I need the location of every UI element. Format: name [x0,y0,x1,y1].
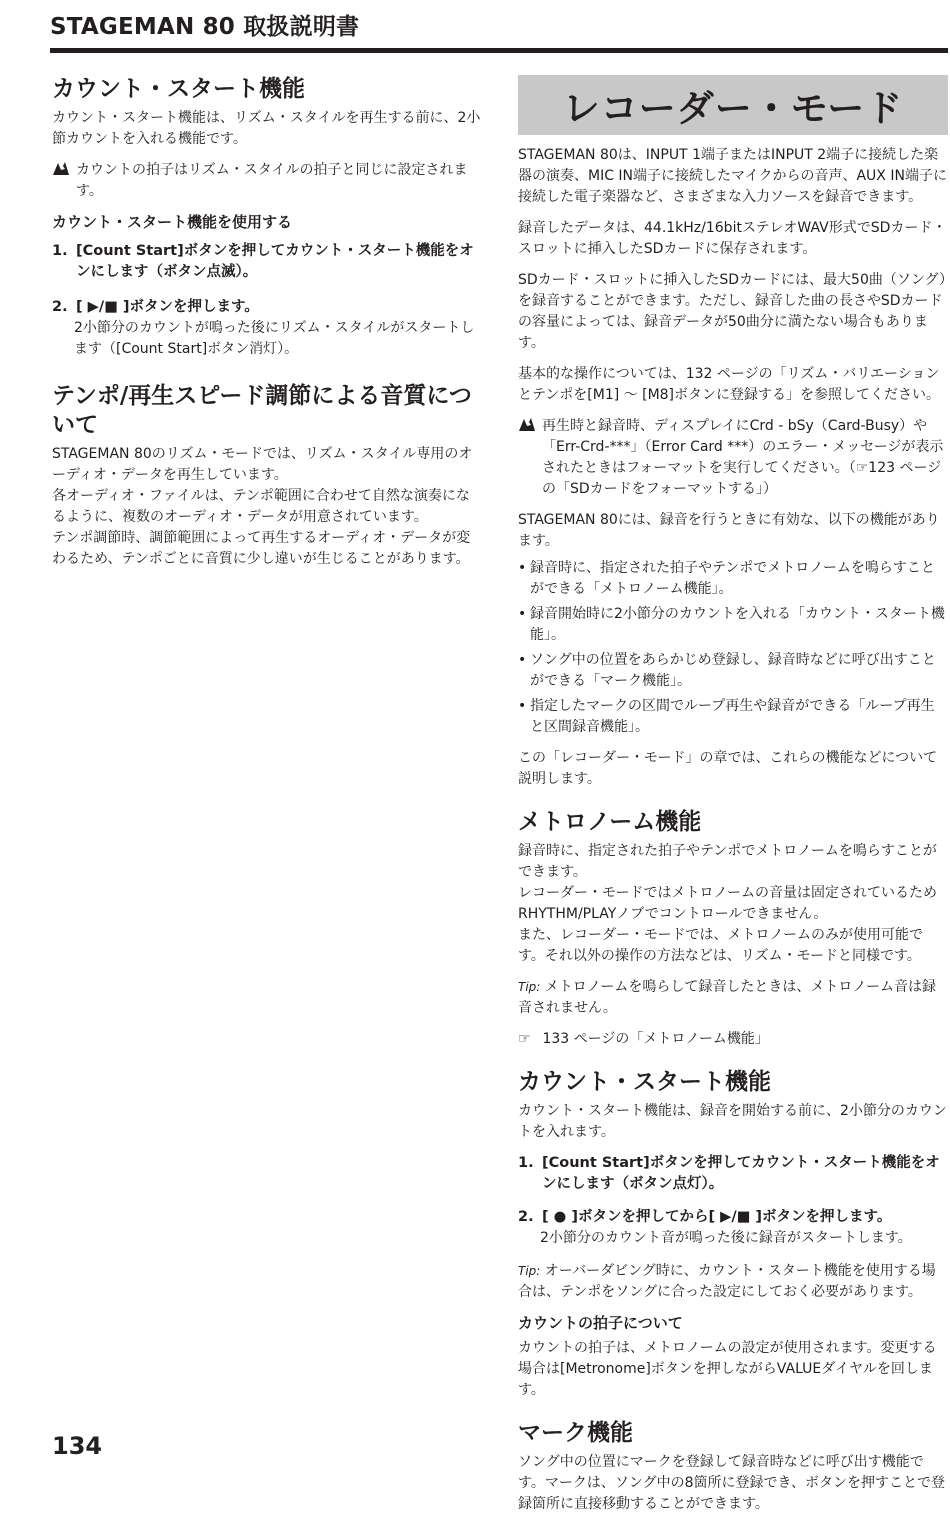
paragraph: レコーダー・モードではメトロノームの音量は固定されているためRHYTHM/PLAYノブでコントロールできません。 [518,885,938,922]
paragraph: テンポ調節時、調節範囲によって再生するオーディオ・データが変わるため、テンポごとに音質に少し違いが生じることがあります。 [52,530,471,567]
list-item: • 指定したマークの区間でループ再生や録音ができる「ループ再生と区間録音機能」。 [518,698,935,735]
page-number: 134 [52,1432,103,1460]
step-heading: [ ● ]ボタンを押してから[ ▶/■ ]ボタンを押します。 [542,1209,892,1225]
tip-label: Tip: [518,980,541,994]
subsection-title: カウント・スタート機能を使用する [52,213,293,231]
manual-title: STAGEMAN 80 取扱説明書 [50,14,360,40]
step-body: 2小節分のカウント音が鳴った後に録音がスタートします。 [540,1230,912,1246]
feature-list [518,558,948,738]
reference-text: 133 ページの「メトロノーム機能」 [542,1031,769,1047]
section-title-tempo: テンポ/再生スピード調節による音質について [52,383,472,438]
count-start-intro: カウント・スタート機能は、リズム・スタイルを再生する前に、2小節カウントを入れる機能です。 [52,110,481,147]
step-heading: [Count Start]ボタンを押してカウント・スタート機能をオンにします（ボタン点滅）。 [76,243,474,280]
right-column [518,75,948,1525]
header-rule [50,48,948,53]
tip-paragraph [518,1261,948,1303]
tip-text: オーバーダビング時に、カウント・スタート機能を使用する場合は、テンポをソングに合った設定にしておく必要があります。 [518,1263,936,1300]
list-item: • 録音開始時に2小節分のカウントを入れる「カウント・スタート機能」。 [518,606,945,643]
paragraph: カウントの拍子は、メトロノームの設定が使用されます。変更する場合は[Metronome]ボタンを押しながらVALUEダイヤルを回します。 [518,1340,937,1398]
tip-text: メトロノームを鳴らして録音したときは、メトロノーム音は録音されません。 [518,979,936,1016]
page-header [50,12,948,53]
subsection-title: カウントの拍子について [518,1314,683,1332]
note-pencil-icon [52,160,76,202]
step-item [518,1153,948,1195]
note-text: カウントの拍子はリズム・スタイルの拍子と同じに設定されます。 [76,162,468,199]
paragraph: 基本的な操作については、132 ページの「リズム・バリエーションとテンポを[M1] ～ [M8]ボタンに登録する」を参照してください。 [518,366,941,403]
step-body: 2小節分のカウントが鳴った後にリズム・スタイルがスタートします（[Count Start]ボタン消灯）。 [74,320,475,357]
step-item [52,241,482,283]
paragraph: STAGEMAN 80のリズム・モードでは、リズム・スタイル専用のオーディオ・データを再生しています。 [52,446,473,483]
step-number: 2. [52,299,68,315]
paragraph: 録音時に、指定された拍子やテンポでメトロノームを鳴らすことができます。 [518,843,937,880]
paragraph: 録音したデータは、44.1kHz/16bitステレオWAV形式でSDカード・スロットに挿入したSDカードに保存されます。 [518,220,947,257]
step-number: 1. [518,1155,534,1171]
tip-paragraph [518,977,948,1019]
note-pencil-icon [518,416,542,500]
list-item: • ソング中の位置をあらかじめ登録し、録音時などに呼び出すことができる「マーク機能」。 [518,652,936,689]
note-block [518,416,948,500]
section-title-mark: マーク機能 [518,1420,633,1446]
paragraph: この「レコーダー・モード」の章では、これらの機能などについて説明します。 [518,750,938,787]
paragraph: SDカード・スロットに挿入したSDカードには、最大50曲（ソング）を録音することができます。ただし、録音した曲の長さやSDカードの容量によっては、録音データが50曲分に満たない場合もあります。 [518,272,947,351]
step-heading: [ ▶/■ ]ボタンを押します。 [76,299,259,315]
paragraph: 各オーディオ・ファイルは、テンポ範囲に合わせて自然な演奏になるように、複数のオーディオ・データが用意されています。 [52,488,470,525]
paragraph: また、レコーダー・モードでは、メトロノームのみが使用可能です。それ以外の操作の方法などは、リズム・モードと同様です。 [518,927,924,964]
paragraph: STAGEMAN 80は、INPUT 1端子またはINPUT 2端子に接続した楽器の演奏、MIC IN端子に接続したマイクからの音声、AUX IN端子に接続した電子楽器など、さまざまな入力ソースを録音できます。 [518,147,947,205]
left-column [52,75,482,570]
step-heading: [Count Start]ボタンを押してカウント・スタート機能をオンにします（ボタン点灯）。 [542,1155,940,1192]
step-number: 1. [52,243,68,259]
step-number: 2. [518,1209,534,1225]
note-text: 再生時と録音時、ディスプレイにCrd - bSy（Card-Busy）や「Err-Crd-***」（Error Card ***）のエラー・メッセージが表示されたときはフォーマットを実行してください。（☞123 ページの「SDカードをフォーマットする」） [542,418,944,497]
paragraph: カウント・スタート機能は、録音を開始する前に、2小節分のカウントを入れます。 [518,1103,947,1140]
chapter-banner: レコーダー・モード [518,75,948,135]
step-item [52,297,482,360]
reference-icon: ☞ [518,1031,531,1047]
tip-label: Tip: [518,1264,541,1278]
section-title-count-start-rec: カウント・スタート機能 [518,1069,771,1095]
step-item [518,1207,948,1249]
paragraph: STAGEMAN 80には、録音を行うときに有効な、以下の機能があります。 [518,512,940,549]
note-block [52,160,482,202]
section-title-count-start: カウント・スタート機能 [52,76,305,102]
reference-line [518,1029,948,1050]
list-item: • 録音時に、指定された拍子やテンポでメトロノームを鳴らすことができる「メトロノーム機能」。 [518,560,935,597]
section-title-metronome: メトロノーム機能 [518,809,702,835]
paragraph: ソング中の位置にマークを登録して録音時などに呼び出す機能です。マークは、ソング中の8箇所に登録でき、ボタンを押すことで登録箇所に直接移動することができます。 [518,1454,945,1512]
